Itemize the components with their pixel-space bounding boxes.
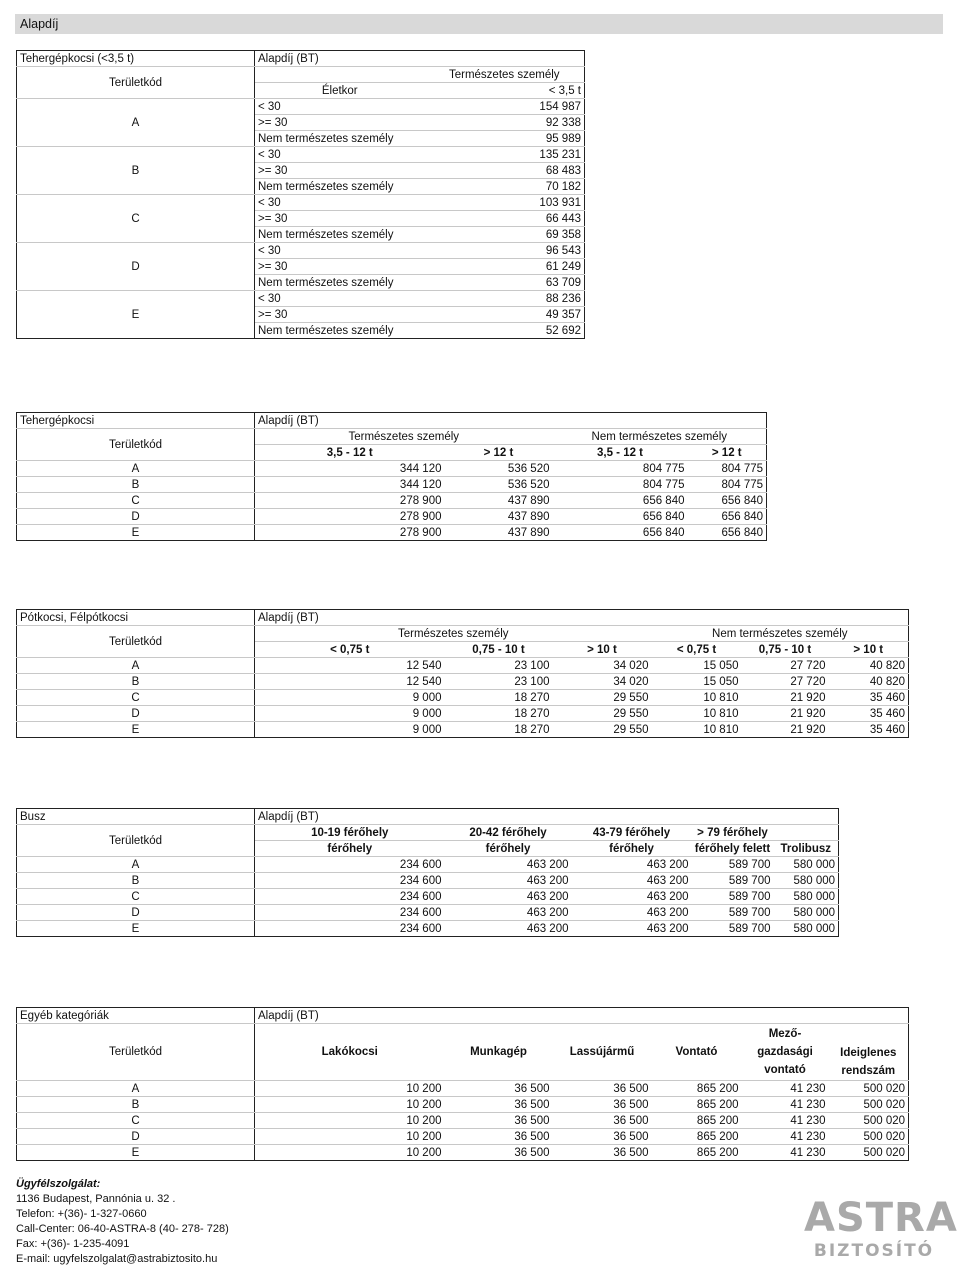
- table-row: [17, 429, 767, 445]
- table-row: [17, 658, 909, 674]
- fee-value: 656 840: [553, 525, 688, 541]
- trailer-table: [16, 609, 909, 738]
- area-code: B: [17, 873, 255, 889]
- column-header: > 10 t: [829, 642, 909, 658]
- column-header: Lassújármű: [553, 1024, 652, 1081]
- area-code: D: [17, 1129, 255, 1145]
- table-row: [17, 1097, 909, 1113]
- column-header-bottom: férőhely: [255, 841, 445, 857]
- fee-value: 589 700: [692, 873, 774, 889]
- fee-value: 40 820: [829, 674, 909, 690]
- area-code: E: [17, 722, 255, 738]
- fee-value: 103 931: [425, 195, 585, 211]
- fee-value: 10 200: [255, 1113, 445, 1129]
- fee-value: 865 200: [652, 1113, 742, 1129]
- fee-value: 10 200: [255, 1145, 445, 1161]
- fee-value: 21 920: [742, 690, 829, 706]
- column-header-temp-plate: [829, 1024, 909, 1081]
- fee-value: 41 230: [742, 1097, 829, 1113]
- fee-value: 234 600: [255, 873, 445, 889]
- group-header: Nem természetes személy: [652, 626, 909, 642]
- fee-value: 12 540: [255, 658, 445, 674]
- fee-value: 234 600: [255, 921, 445, 937]
- fee-value: 10 200: [255, 1129, 445, 1145]
- fee-value: 10 200: [255, 1097, 445, 1113]
- age-cell: Nem természetes személy: [255, 275, 425, 291]
- header-line: Mező-: [768, 1028, 802, 1040]
- fee-value: 10 810: [652, 706, 742, 722]
- column-header: < 0,75 t: [652, 642, 742, 658]
- fee-value: 463 200: [445, 905, 572, 921]
- fee-value: 27 720: [742, 674, 829, 690]
- fee-value: 804 775: [553, 477, 688, 493]
- fee-header: Alapdíj (BT): [255, 610, 909, 626]
- table-title: Egyéb kategóriák: [17, 1008, 255, 1024]
- table-row: [17, 477, 767, 493]
- fee-value: 500 020: [829, 1129, 909, 1145]
- fee-value: 463 200: [572, 905, 692, 921]
- fee-value: 29 550: [553, 690, 652, 706]
- fee-value: 35 460: [829, 722, 909, 738]
- area-code: E: [17, 525, 255, 541]
- group-header: Természetes személy: [255, 429, 553, 445]
- area-code-header: Területkód: [17, 429, 255, 461]
- fee-value: 10 200: [255, 1081, 445, 1097]
- fee-value: 21 920: [742, 722, 829, 738]
- truck-small-table: [16, 50, 585, 339]
- area-code: E: [17, 1145, 255, 1161]
- area-code: C: [17, 195, 255, 243]
- column-header-top: 43-79 férőhely: [572, 825, 692, 841]
- fee-value: 580 000: [774, 857, 839, 873]
- fee-value: 500 020: [829, 1145, 909, 1161]
- fee-value: 804 775: [553, 461, 688, 477]
- column-header: < 0,75 t: [255, 642, 445, 658]
- area-code-header: Területkód: [17, 1024, 255, 1081]
- contact-heading: Ügyfélszolgálat:: [16, 1178, 101, 1190]
- fee-value: 536 520: [445, 477, 553, 493]
- area-code: A: [17, 658, 255, 674]
- fee-value: 278 900: [255, 509, 445, 525]
- table-title: Pótkocsi, Félpótkocsi: [17, 610, 255, 626]
- fee-value: 41 230: [742, 1113, 829, 1129]
- area-code: B: [17, 674, 255, 690]
- table-row: [17, 493, 767, 509]
- logo-word: ASTRA: [804, 1195, 958, 1241]
- fee-value: 41 230: [742, 1081, 829, 1097]
- table-row: [17, 195, 585, 211]
- table-row: [17, 99, 585, 115]
- fee-value: 437 890: [445, 525, 553, 541]
- table-title: Busz: [17, 809, 255, 825]
- fee-value: 36 500: [553, 1097, 652, 1113]
- fee-value: 589 700: [692, 889, 774, 905]
- fee-value: 463 200: [572, 889, 692, 905]
- fee-value: 36 500: [445, 1129, 553, 1145]
- table-row: [17, 889, 839, 905]
- fee-value: 589 700: [692, 857, 774, 873]
- fee-value: 61 249: [425, 259, 585, 275]
- age-cell: Nem természetes személy: [255, 131, 425, 147]
- fee-value: 29 550: [553, 722, 652, 738]
- area-code: C: [17, 493, 255, 509]
- table-title: Tehergépkocsi (<3,5 t): [17, 51, 255, 67]
- fee-value: 10 810: [652, 690, 742, 706]
- fee-value: 234 600: [255, 857, 445, 873]
- area-code: C: [17, 690, 255, 706]
- fee-value: 463 200: [445, 921, 572, 937]
- fee-value: 580 000: [774, 905, 839, 921]
- age-cell: < 30: [255, 147, 425, 163]
- fee-value: 36 500: [553, 1129, 652, 1145]
- table-row: [17, 147, 585, 163]
- column-header-top: [774, 825, 839, 841]
- fee-value: 135 231: [425, 147, 585, 163]
- area-code: E: [17, 921, 255, 937]
- fee-value: 95 989: [425, 131, 585, 147]
- astra-logo: [804, 1195, 958, 1262]
- age-cell: >= 30: [255, 307, 425, 323]
- table-row: [17, 825, 839, 841]
- fee-value: 463 200: [445, 873, 572, 889]
- area-code: D: [17, 706, 255, 722]
- fee-value: 36 500: [445, 1145, 553, 1161]
- fee-value: 9 000: [255, 706, 445, 722]
- fee-value: 344 120: [255, 461, 445, 477]
- table-row: [17, 291, 585, 307]
- table-row: [17, 413, 767, 429]
- fee-value: 18 270: [445, 722, 553, 738]
- column-header-bottom: férőhely: [572, 841, 692, 857]
- column-header-bottom: férőhely: [445, 841, 572, 857]
- fee-header: Alapdíj (BT): [255, 413, 767, 429]
- other-categories-table: [16, 1007, 909, 1161]
- fee-value: 96 543: [425, 243, 585, 259]
- fee-value: 36 500: [553, 1145, 652, 1161]
- contact-address: 1136 Budapest, Pannónia u. 32 .: [16, 1193, 176, 1205]
- age-cell: Nem természetes személy: [255, 227, 425, 243]
- fee-value: 500 020: [829, 1097, 909, 1113]
- age-cell: Nem természetes személy: [255, 323, 425, 339]
- column-header: > 10 t: [553, 642, 652, 658]
- empty-cell: [255, 67, 425, 83]
- table-row: [17, 857, 839, 873]
- column-header-bottom: férőhely felett: [692, 841, 774, 857]
- fee-value: 34 020: [553, 674, 652, 690]
- table-row: [17, 1113, 909, 1129]
- table-row: [17, 67, 585, 83]
- fee-value: 36 500: [445, 1081, 553, 1097]
- fee-value: 656 840: [688, 509, 767, 525]
- fee-value: 36 500: [553, 1081, 652, 1097]
- table-row: [17, 921, 839, 937]
- table-row: [17, 626, 909, 642]
- column-header: Munkagép: [445, 1024, 553, 1081]
- fee-value: 52 692: [425, 323, 585, 339]
- fee-value: 34 020: [553, 658, 652, 674]
- weight-header: < 3,5 t: [425, 83, 585, 99]
- fee-value: 463 200: [572, 857, 692, 873]
- natural-person-header: Természetes személy: [425, 67, 585, 83]
- area-code: C: [17, 889, 255, 905]
- fee-value: 69 358: [425, 227, 585, 243]
- fee-value: 589 700: [692, 905, 774, 921]
- age-cell: < 30: [255, 291, 425, 307]
- area-code: B: [17, 147, 255, 195]
- column-header: 3,5 - 12 t: [255, 445, 445, 461]
- table-row: [17, 809, 839, 825]
- area-code: C: [17, 1113, 255, 1129]
- fee-value: 23 100: [445, 658, 553, 674]
- area-code: E: [17, 291, 255, 339]
- truck-table: [16, 412, 767, 541]
- header-line: Ideiglenes: [840, 1047, 897, 1059]
- column-header-agri-tractor: [742, 1024, 829, 1081]
- fee-value: 437 890: [445, 509, 553, 525]
- fee-value: 10 810: [652, 722, 742, 738]
- column-header-bottom: Trolibusz: [774, 841, 839, 857]
- table-title: Tehergépkocsi: [17, 413, 255, 429]
- fee-header: Alapdíj (BT): [255, 51, 585, 67]
- contact-call-center: Call-Center: 06-40-ASTRA-8 (40- 278- 728): [16, 1223, 229, 1235]
- area-code-header: Területkód: [17, 626, 255, 658]
- table-row: [17, 509, 767, 525]
- fee-value: 463 200: [572, 873, 692, 889]
- fee-value: 589 700: [692, 921, 774, 937]
- fee-header: Alapdíj (BT): [255, 809, 839, 825]
- fee-value: 278 900: [255, 525, 445, 541]
- fee-value: 15 050: [652, 658, 742, 674]
- bus-table: [16, 808, 839, 937]
- fee-value: 35 460: [829, 706, 909, 722]
- fee-value: 865 200: [652, 1081, 742, 1097]
- fee-header: Alapdíj (BT): [255, 1008, 909, 1024]
- table-row: [17, 722, 909, 738]
- table-row: [17, 674, 909, 690]
- table-row: [17, 1145, 909, 1161]
- fee-value: 865 200: [652, 1129, 742, 1145]
- column-header: 0,75 - 10 t: [742, 642, 829, 658]
- fee-value: 36 500: [445, 1113, 553, 1129]
- column-header: Lakókocsi: [255, 1024, 445, 1081]
- table-row: [17, 461, 767, 477]
- fee-value: 154 987: [425, 99, 585, 115]
- age-cell: >= 30: [255, 115, 425, 131]
- table-row: [17, 1008, 909, 1024]
- fee-value: 656 840: [553, 509, 688, 525]
- fee-value: 92 338: [425, 115, 585, 131]
- area-code: B: [17, 1097, 255, 1113]
- fee-value: 463 200: [445, 857, 572, 873]
- fee-value: 18 270: [445, 690, 553, 706]
- fee-value: 15 050: [652, 674, 742, 690]
- area-code: A: [17, 857, 255, 873]
- area-code-header: Területkód: [17, 67, 255, 99]
- age-cell: < 30: [255, 99, 425, 115]
- header-line: gazdasági: [757, 1046, 813, 1058]
- area-code: D: [17, 509, 255, 525]
- header-line: vontató: [764, 1064, 806, 1076]
- age-cell: < 30: [255, 195, 425, 211]
- table-row: [17, 1129, 909, 1145]
- fee-value: 36 500: [553, 1113, 652, 1129]
- fee-value: 278 900: [255, 493, 445, 509]
- logo-subword: BIZTOSÍTÓ: [813, 1241, 935, 1261]
- fee-value: 9 000: [255, 722, 445, 738]
- age-cell: Nem természetes személy: [255, 179, 425, 195]
- contact-fax: Fax: +(36)- 1-235-4091: [16, 1238, 130, 1250]
- fee-value: 580 000: [774, 921, 839, 937]
- fee-value: 63 709: [425, 275, 585, 291]
- fee-value: 40 820: [829, 658, 909, 674]
- fee-value: 656 840: [688, 493, 767, 509]
- fee-value: 41 230: [742, 1129, 829, 1145]
- group-header: Nem természetes személy: [553, 429, 767, 445]
- fee-value: 68 483: [425, 163, 585, 179]
- group-header: Természetes személy: [255, 626, 652, 642]
- age-cell: < 30: [255, 243, 425, 259]
- age-cell: >= 30: [255, 163, 425, 179]
- fee-value: 580 000: [774, 889, 839, 905]
- fee-value: 437 890: [445, 493, 553, 509]
- column-header: 0,75 - 10 t: [445, 642, 553, 658]
- age-cell: >= 30: [255, 211, 425, 227]
- table-row: [17, 1024, 909, 1081]
- page-title: Alapdíj: [15, 14, 943, 34]
- contact-phone: Telefon: +(36)- 1-327-0660: [16, 1208, 147, 1220]
- fee-value: 23 100: [445, 674, 553, 690]
- area-code: A: [17, 461, 255, 477]
- table-row: [17, 51, 585, 67]
- fee-value: 536 520: [445, 461, 553, 477]
- column-header-top: > 79 férőhely: [692, 825, 774, 841]
- fee-value: 88 236: [425, 291, 585, 307]
- fee-value: 29 550: [553, 706, 652, 722]
- fee-value: 865 200: [652, 1145, 742, 1161]
- fee-value: 21 920: [742, 706, 829, 722]
- customer-service-block: [16, 1177, 229, 1267]
- column-header: > 12 t: [445, 445, 553, 461]
- fee-value: 66 443: [425, 211, 585, 227]
- fee-value: 18 270: [445, 706, 553, 722]
- column-header-top: 10-19 férőhely: [255, 825, 445, 841]
- fee-value: 70 182: [425, 179, 585, 195]
- fee-value: 500 020: [829, 1113, 909, 1129]
- fee-value: 344 120: [255, 477, 445, 493]
- age-header: Életkor: [255, 83, 425, 99]
- table-row: [17, 905, 839, 921]
- area-code: D: [17, 905, 255, 921]
- fee-value: 35 460: [829, 690, 909, 706]
- column-header: Vontató: [652, 1024, 742, 1081]
- fee-value: 656 840: [553, 493, 688, 509]
- fee-value: 234 600: [255, 889, 445, 905]
- fee-value: 804 775: [688, 477, 767, 493]
- fee-value: 804 775: [688, 461, 767, 477]
- column-header-top: 20-42 férőhely: [445, 825, 572, 841]
- fee-value: 463 200: [572, 921, 692, 937]
- fee-value: 234 600: [255, 905, 445, 921]
- fee-value: 41 230: [742, 1145, 829, 1161]
- fee-value: 9 000: [255, 690, 445, 706]
- fee-value: 463 200: [445, 889, 572, 905]
- table-row: [17, 243, 585, 259]
- fee-value: 36 500: [445, 1097, 553, 1113]
- age-cell: >= 30: [255, 259, 425, 275]
- area-code: D: [17, 243, 255, 291]
- fee-value: 12 540: [255, 674, 445, 690]
- column-header: > 12 t: [688, 445, 767, 461]
- table-row: [17, 873, 839, 889]
- header-line: rendszám: [841, 1065, 896, 1077]
- fee-value: 500 020: [829, 1081, 909, 1097]
- table-row: [17, 1081, 909, 1097]
- fee-value: 656 840: [688, 525, 767, 541]
- fee-value: 27 720: [742, 658, 829, 674]
- fee-value: 49 357: [425, 307, 585, 323]
- area-code: A: [17, 99, 255, 147]
- contact-email[interactable]: E-mail: ugyfelszolgalat@astrabiztosito.hu: [16, 1253, 218, 1265]
- area-code: B: [17, 477, 255, 493]
- area-code: A: [17, 1081, 255, 1097]
- table-row: [17, 690, 909, 706]
- column-header: 3,5 - 12 t: [553, 445, 688, 461]
- table-row: [17, 706, 909, 722]
- fee-value: 580 000: [774, 873, 839, 889]
- table-row: [17, 610, 909, 626]
- table-row: [17, 525, 767, 541]
- fee-value: 865 200: [652, 1097, 742, 1113]
- area-code-header: Területkód: [17, 825, 255, 857]
